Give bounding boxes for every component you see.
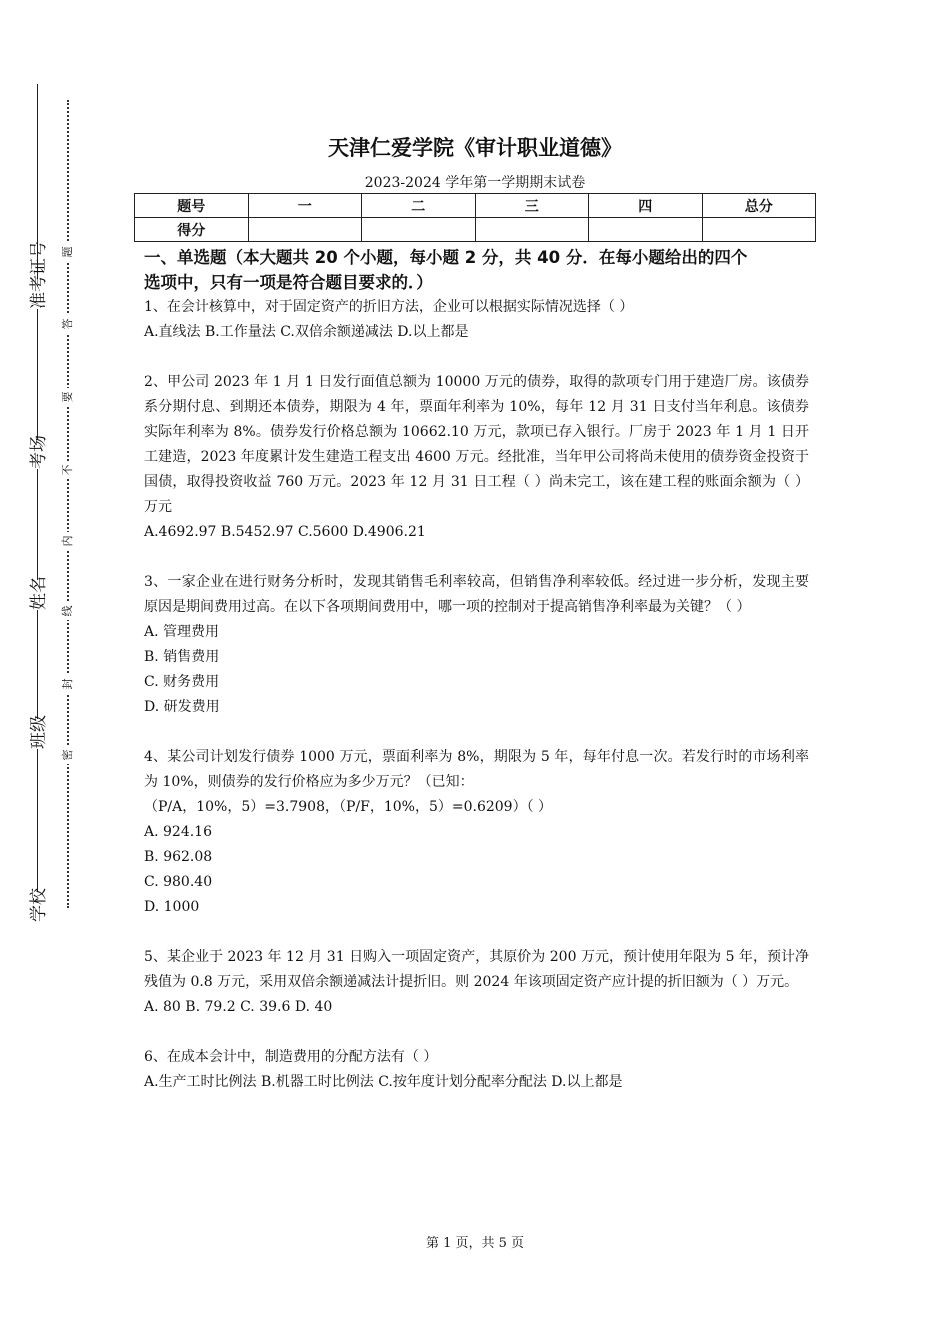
question-3-option-d: D. 研发费用 bbox=[144, 699, 220, 715]
question-4-stem-formula: （P/A，10%，5）=3.7908，（P/F，10%，5）=0.6209）（ ） bbox=[144, 799, 553, 815]
score-table-header: 二 bbox=[362, 194, 476, 218]
score-cell[interactable] bbox=[248, 218, 362, 242]
spacer bbox=[144, 720, 809, 745]
score-table-header-row bbox=[135, 194, 816, 218]
exam-subtitle: 2023-2024 学年第一学期期末试卷 bbox=[364, 175, 586, 191]
seal-char: 密 bbox=[59, 746, 75, 764]
question-3-option-a: A. 管理费用 bbox=[144, 624, 220, 640]
question-5-stem: 5、某企业于 2023 年 12 月 31 日购入一项固定资产，其原价为 200 万元，预计使用年限为 5 年，预计净残值为 0.8 万元，采用双倍余额递减法计提折旧。则 2024 年该项固定资产应计提的折旧额为（ ）万元。 bbox=[144, 949, 809, 990]
question-4-option-d: D. 1000 bbox=[144, 899, 200, 915]
score-cell[interactable] bbox=[589, 218, 703, 242]
spacer bbox=[144, 920, 809, 945]
question-3-stem: 3、一家企业在进行财务分析时，发现其销售毛利率较高，但销售净利率较低。经过进一步分析，发现主要原因是期间费用过高。在以下各项期间费用中，哪一项的控制对于提高销售净利率最为关键？（ ） bbox=[144, 574, 809, 615]
class-label: 班级 bbox=[24, 719, 46, 749]
seal-char: 封 bbox=[59, 675, 75, 693]
question-6-stem: 6、在成本会计中，制造费用的分配方法有（ ） bbox=[144, 1049, 438, 1065]
seal-char: 内 bbox=[59, 532, 75, 550]
seal-dotted-line bbox=[67, 100, 69, 908]
score-table-header: 总分 bbox=[702, 194, 816, 218]
question-4-option-c: C. 980.40 bbox=[144, 874, 213, 890]
exam-room-label: 考场 bbox=[24, 439, 46, 469]
admission-number-label: 准考证号 bbox=[24, 279, 46, 309]
exam-title: 天津仁爱学院《审计职业道德》 bbox=[328, 136, 622, 160]
seal-char: 答 bbox=[59, 315, 75, 333]
spacer bbox=[144, 545, 809, 570]
binding-solid-line bbox=[37, 84, 38, 920]
question-4-option-a: A. 924.16 bbox=[144, 824, 212, 840]
seal-char: 题 bbox=[59, 243, 75, 261]
name-label: 姓名 bbox=[24, 580, 46, 610]
question-4-option-b: B. 962.08 bbox=[144, 849, 213, 865]
seal-char: 要 bbox=[59, 388, 75, 406]
score-cell[interactable] bbox=[702, 218, 816, 242]
question-6-options: A.生产工时比例法 B.机器工时比例法 C.按年度计划分配率分配法 D.以上都是 bbox=[144, 1074, 623, 1090]
question-4-stem: 4、某公司计划发行债券 1000 万元，票面利率为 8%，期限为 5 年，每年付息一次。若发行时的市场利率为 10%，则债券的发行价格应为多少万元？（已知： bbox=[144, 749, 809, 790]
binding-margin bbox=[0, 0, 120, 1344]
exam-content bbox=[144, 245, 809, 1095]
school-label: 学校 bbox=[24, 892, 46, 922]
score-table-header: 一 bbox=[248, 194, 362, 218]
spacer bbox=[144, 1020, 809, 1045]
score-table-header: 三 bbox=[475, 194, 589, 218]
section-heading-line: 选项中，只有一项是符合题目要求的．） bbox=[144, 273, 433, 292]
question-3-option-c: C. 财务费用 bbox=[144, 674, 220, 690]
score-cell[interactable] bbox=[362, 218, 476, 242]
seal-char: 不 bbox=[59, 461, 75, 479]
score-table-header: 四 bbox=[589, 194, 703, 218]
score-table bbox=[134, 193, 816, 242]
section-heading bbox=[144, 245, 809, 295]
section-heading-line: 一、单选题（本大题共 20 个小题，每小题 2 分，共 40 分．在每小题给出的四个 bbox=[144, 248, 748, 267]
score-table-score-row bbox=[135, 218, 816, 242]
question-3-option-b: B. 销售费用 bbox=[144, 649, 220, 665]
score-table-header: 题号 bbox=[135, 194, 249, 218]
spacer bbox=[144, 345, 809, 370]
question-5-options: A. 80 B. 79.2 C. 39.6 D. 40 bbox=[144, 999, 333, 1015]
page-footer: 第 1 页，共 5 页 bbox=[425, 1236, 525, 1251]
question-1-stem: 1、在会计核算中，对于固定资产的折旧方法，企业可以根据实际情况选择（ ） bbox=[144, 299, 634, 315]
question-1-options: A.直线法 B.工作量法 C.双倍余额递减法 D.以上都是 bbox=[144, 324, 469, 340]
score-cell[interactable] bbox=[475, 218, 589, 242]
seal-char: 线 bbox=[59, 602, 75, 620]
question-2-options: A.4692.97 B.5452.97 C.5600 D.4906.21 bbox=[144, 524, 426, 540]
score-row-label: 得分 bbox=[135, 218, 249, 242]
question-2-stem: 2、甲公司 2023 年 1 月 1 日发行面值总额为 10000 万元的债券，取得的款项专门用于建造厂房。该债券系分期付息、到期还本债券，期限为 4 年，票面年利率为 10%，每年 12 月 31 日支付当年利息。该债券实际年利率为 8%。债券发行价格总额为 10662.10 万元，款项已存入银行。厂房于 2023 年 1 月 1 日开工建造，2023 年度累计发生建造工程支出 4600 万元。经批准，当年甲公司将尚未使用的债券资金投资于国债，取得投资收益 760 万元。2023 年 12 月 31 日工程（ ）尚未完工，该在建工程的账面余额为（ ）万元 bbox=[144, 374, 809, 515]
